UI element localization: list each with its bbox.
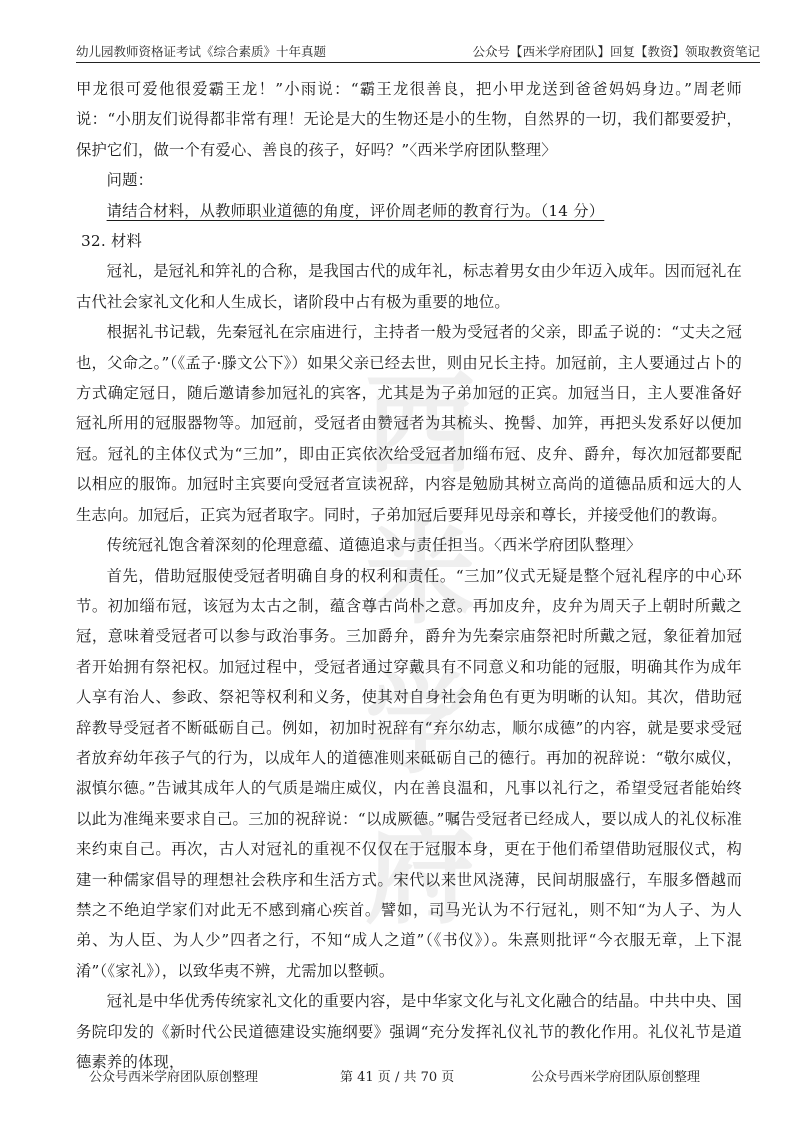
footer-left: 公众号西米学府团队原创整理: [89, 1070, 259, 1085]
paragraph-conclusion: 冠礼是中华优秀传统家礼文化的重要内容，是中华家文化与礼文化融合的结晶。中共中央、国务院印发的《新时代公民道德建设实施纲要》强调“充分发挥礼仪礼节的教化作用。礼仪礼节是道德素养的体现，: [76, 992, 742, 1071]
header-title: 幼儿园教师资格证考试《综合素质》十年真题: [76, 44, 327, 59]
footer-right: 公众号西米学府团队原创整理: [530, 1070, 700, 1085]
page-footer: [0, 1066, 800, 1090]
question-number: 32. 材料: [81, 232, 142, 251]
paragraph-intro: 冠礼，是冠礼和笄礼的合称，是我国古代的成年礼，标志着男女由少年迈入成年。因而冠礼在古代社会家礼文化和人生成长，诸阶段中占有极为重要的地位。: [76, 262, 742, 311]
paragraph-analysis: 首先，借助冠服使受冠者明确自身的权利和责任。“三加”仪式无疑是整个冠礼程序的中心环节。初加缁布冠，该冠为太古之制，蕴含尊古尚朴之意。再加皮弁，皮弁为周天子上朝时所戴之冠，意味着受冠者可以参与政治事务。三加爵弁，爵弁为先秦宗庙祭祀时所戴之冠，象征着加冠者开始拥有祭祀权。加冠过程中，受冠者通过穿戴具有不同意义和功能的冠服，明确其作为成年人享有治人、参政、祭祀等权利和义务，使其对自身社会角色有更为明晰的认知。其次，借助冠辞教导受冠者不断砥砺自己。例如，初加时祝辞有“弃尔幼志，顺尔成德”的内容，就是要求受冠者放弃幼年孩子气的行为，以成年人的道德准则来砥砺自己的德行。再加的祝辞说：“敬尔威仪，淑慎尔德。”告诫其成年人的气质是端庄威仪，内在善良温和，凡事以礼行之，希望受冠者能始终以此为准绳来要求自己。三加的祝辞说：“以成厥德。”嘱告受冠者已经成人，要以成人的礼仪标准来约束自己。再次，古人对冠礼的重视不仅仅在于冠服本身，更在于他们希望借助冠服仪式，构建一种儒家倡导的理想社会秩序和生活方式。宋代以来世风浇薄，民间胡服盛行，车服多僭越而禁之不绝迫学家们对此无不感到痛心疾首。譬如，司马光认为不行冠礼，则不知“为人子、为人弟、为人臣、为人少”四者之行，不知“成人之道”（《书仪》）。朱熹则批评“今衣服无章，上下混淆”（《家礼》），以致华夷不辨，尤需加以整顿。: [76, 566, 742, 980]
paragraph-story-end: 甲龙很可爱他很爱霸王龙！”小雨说：“霸王龙很善良，把小甲龙送到爸爸妈妈身边。”周老师说：“小朋友们说得都非常有理！无论是大的生物还是小的生物，自然界的一切，我们都要爱护，保护它们，做一个有爱心、善良的孩子，好吗？”〈西米学府团队整理〉: [76, 80, 742, 159]
question-label: 问题：: [106, 171, 154, 190]
header-promo: 公众号【西米学府团队】回复【教资】领取教资笔记: [472, 44, 760, 59]
page-number: 第 41 页 / 共 70 页: [340, 1070, 455, 1085]
paragraph-ritual: 根据礼书记载，先秦冠礼在宗庙进行，主持者一般为受冠者的父亲，即孟子说的：“丈夫之冠也，父命之。”（《孟子·滕文公下》）如果父亲已经去世，则由兄长主持。加冠前，主人要通过占卜的方式确定冠日，随后邀请参加冠礼的宾客，尤其是为子弟加冠的正宾。加冠当日，主人要准备好冠礼所用的冠服器物等。加冠前，受冠者由赞冠者为其梳头、挽髻、加笄，再把头发系好以便加冠。冠礼的主体仪式为“三加”，即由正宾依次给受冠者加缁布冠、皮弁、爵弁，每次加冠都要配以相应的服饰。加冠时主宾要向受冠者宣读祝辞，内容是勉励其树立高尚的道德品质和远大的人生志向。加冠后，正宾为冠者取字。同时，子弟加冠后要拜见母亲和尊长，并接受他们的教诲。: [76, 323, 742, 524]
document-body: [76, 74, 742, 1077]
question-task-text: 请结合材料，从教师职业道德的角度，评价周老师的教育行为。（14 分）: [106, 201, 605, 220]
paragraph-thesis: 传统冠礼饱含着深刻的伦理意蕴、道德追求与责任担当。〈西米学府团队整理〉: [106, 536, 642, 555]
watermark: 西米学府: [365, 361, 475, 939]
page-header: [76, 36, 760, 63]
question-task: [76, 196, 742, 226]
